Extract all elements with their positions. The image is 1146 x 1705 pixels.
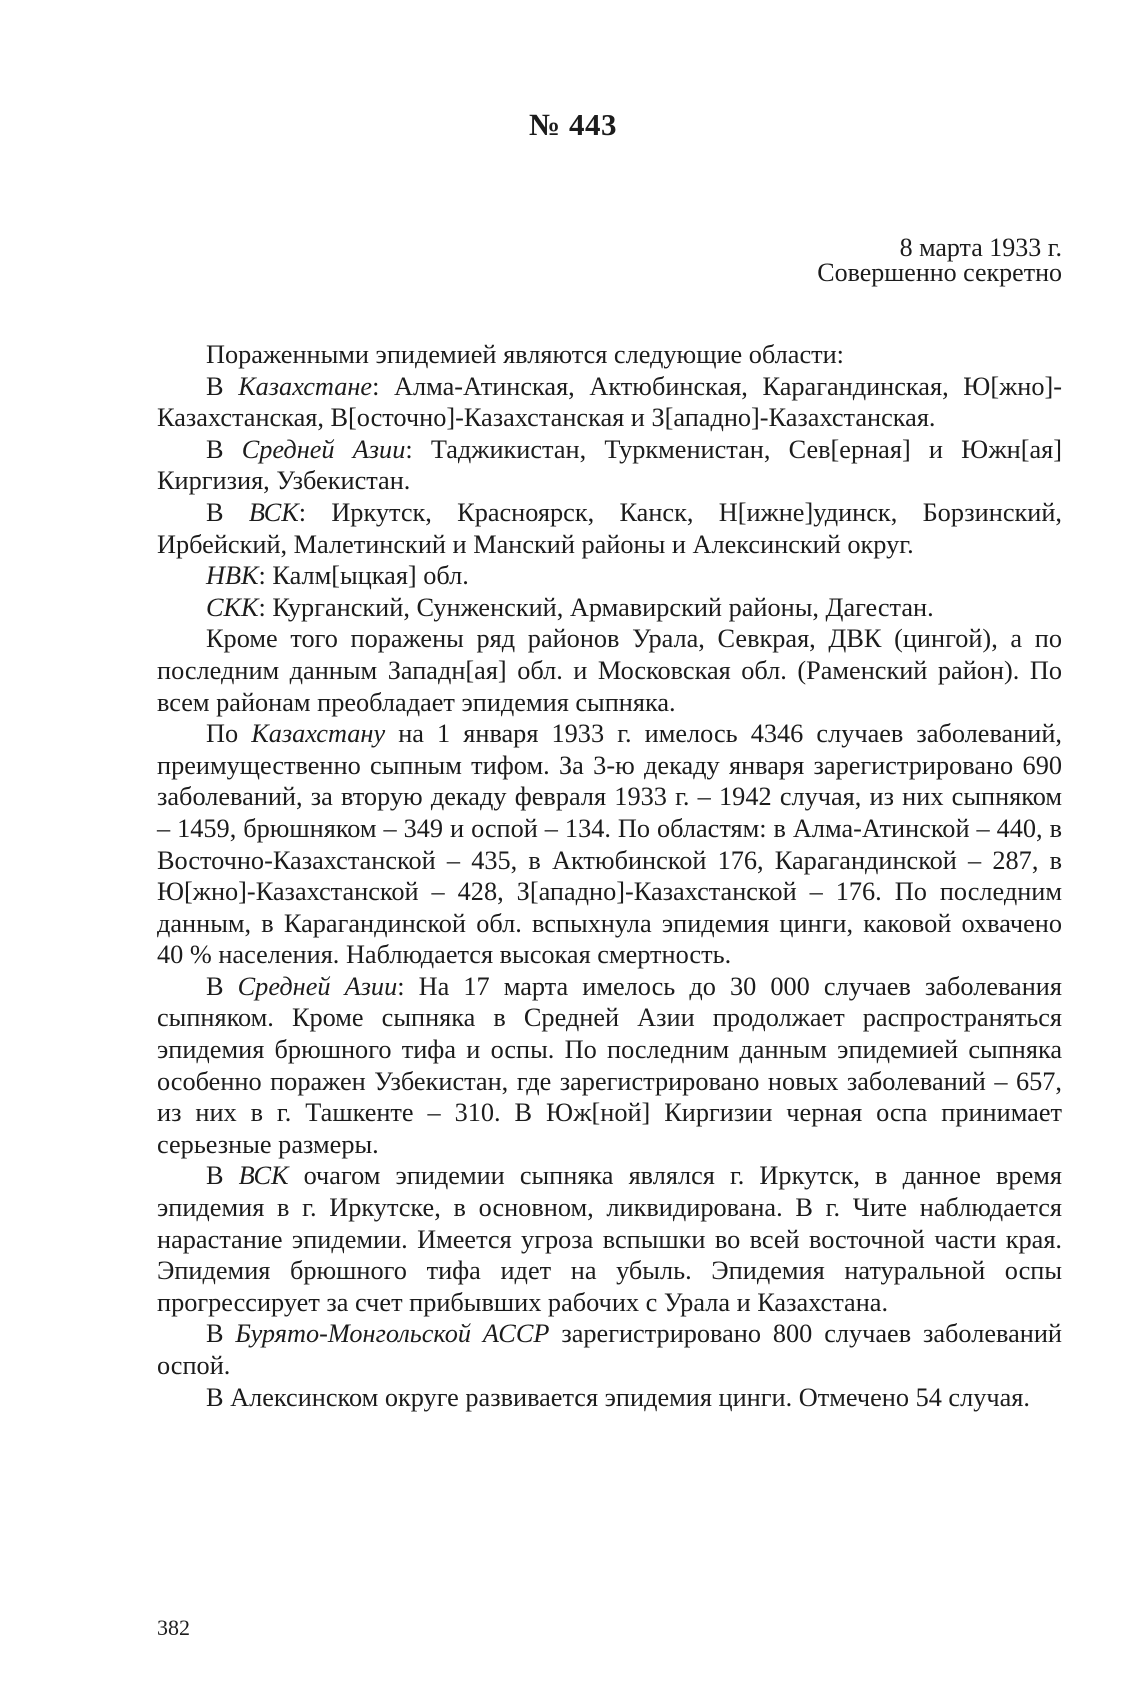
paragraph: Пораженными эпидемией являются следующие области: <box>206 340 844 369</box>
paragraph: В ВСК: Иркутск, Красноярск, Канск, Н[ижне]удинск, Борзинский, Ирбейский, Малетинский и Манский районы и Алексинский округ. <box>157 497 1062 559</box>
page-number: 382 <box>157 1615 190 1640</box>
classification-stamp: Совершенно секретно <box>817 258 1062 287</box>
paragraph: В Казахстане: Алма-Атинская, Актюбинская, Карагандинская, Ю[жно]-Казахстанская, В[осточно]-Казахстанская и З[ападно]-Казахстанская. <box>157 371 1062 433</box>
paragraph: В Бурято-Монгольской АССР зарегистрировано 800 случаев заболеваний оспой. <box>157 1319 1062 1380</box>
paragraph: Кроме того поражены ряд районов Урала, Севкрая, ДВК (цингой), а по последним данным Западн[ая] обл. и Московская обл. (Раменский район). По всем районам преобладает эпидемия сыпняка. <box>157 624 1062 717</box>
paragraph: В Средней Азии: На 17 марта имелось до 30 000 случаев заболевания сыпняком. Кроме сыпняка в Средней Азии продолжает распространяться эпидемия брюшного тифа и оспы. По последним данным эпидемией сыпняка особенно поражен Узбекистан, где зарегистрировано новых заболеваний – 657, из них в г. Ташкенте – 310. В Юж[ной] Киргизии черная оспа принимает серьезные размеры. <box>157 971 1062 1159</box>
document-number: № 443 <box>529 107 617 142</box>
paragraph: В Алексинском округе развивается эпидемия цинги. Отмечено 54 случая. <box>206 1382 1030 1412</box>
paragraph: В Средней Азии: Таджикистан, Туркменистан, Сев[ерная] и Южн[ая] Киргизия, Узбекистан. <box>157 434 1062 496</box>
paragraph: СКК: Курганский, Сунженский, Армавирский районы, Дагестан. <box>206 592 934 622</box>
document-body <box>157 339 1062 1413</box>
paragraph: По Казахстану на 1 января 1933 г. имелось 4346 случаев заболеваний, преимущественно сыпным тифом. За 3-ю декаду января зарегистрировано 690 заболеваний, за вторую декаду февраля 1933 г. – 1942 случая, из них сыпняком – 1459, брюшняком – 349 и оспой – 134. По областям: в Алма-Атинской – 440, в Восточно-Казахстанской – 435, в Актюбинской 176, Карагандинской – 287, в Ю[жно]-Казахстанской – 428, З[ападно]-Казахстанской – 176. По последним данным, в Карагандинской обл. вспыхнула эпидемия цинги, каковой охвачено 40 % населения. Наблюдается высокая смертность. <box>157 719 1062 970</box>
paragraph: В ВСК очагом эпидемии сыпняка являлся г. Иркутск, в данное время эпидемия в г. Иркутске, в основном, ликвидирована. В г. Чите наблюдается нарастание эпидемии. Имеется угроза вспышки во всей восточной части края. Эпидемия брюшного тифа идет на убыль. Эпидемия натуральной оспы прогрессирует за счет прибывших рабочих с Урала и Казахстана. <box>157 1161 1062 1317</box>
paragraph: НВК: Калм[ыцкая] обл. <box>206 561 469 591</box>
document-date: 8 марта 1933 г. <box>899 233 1062 262</box>
